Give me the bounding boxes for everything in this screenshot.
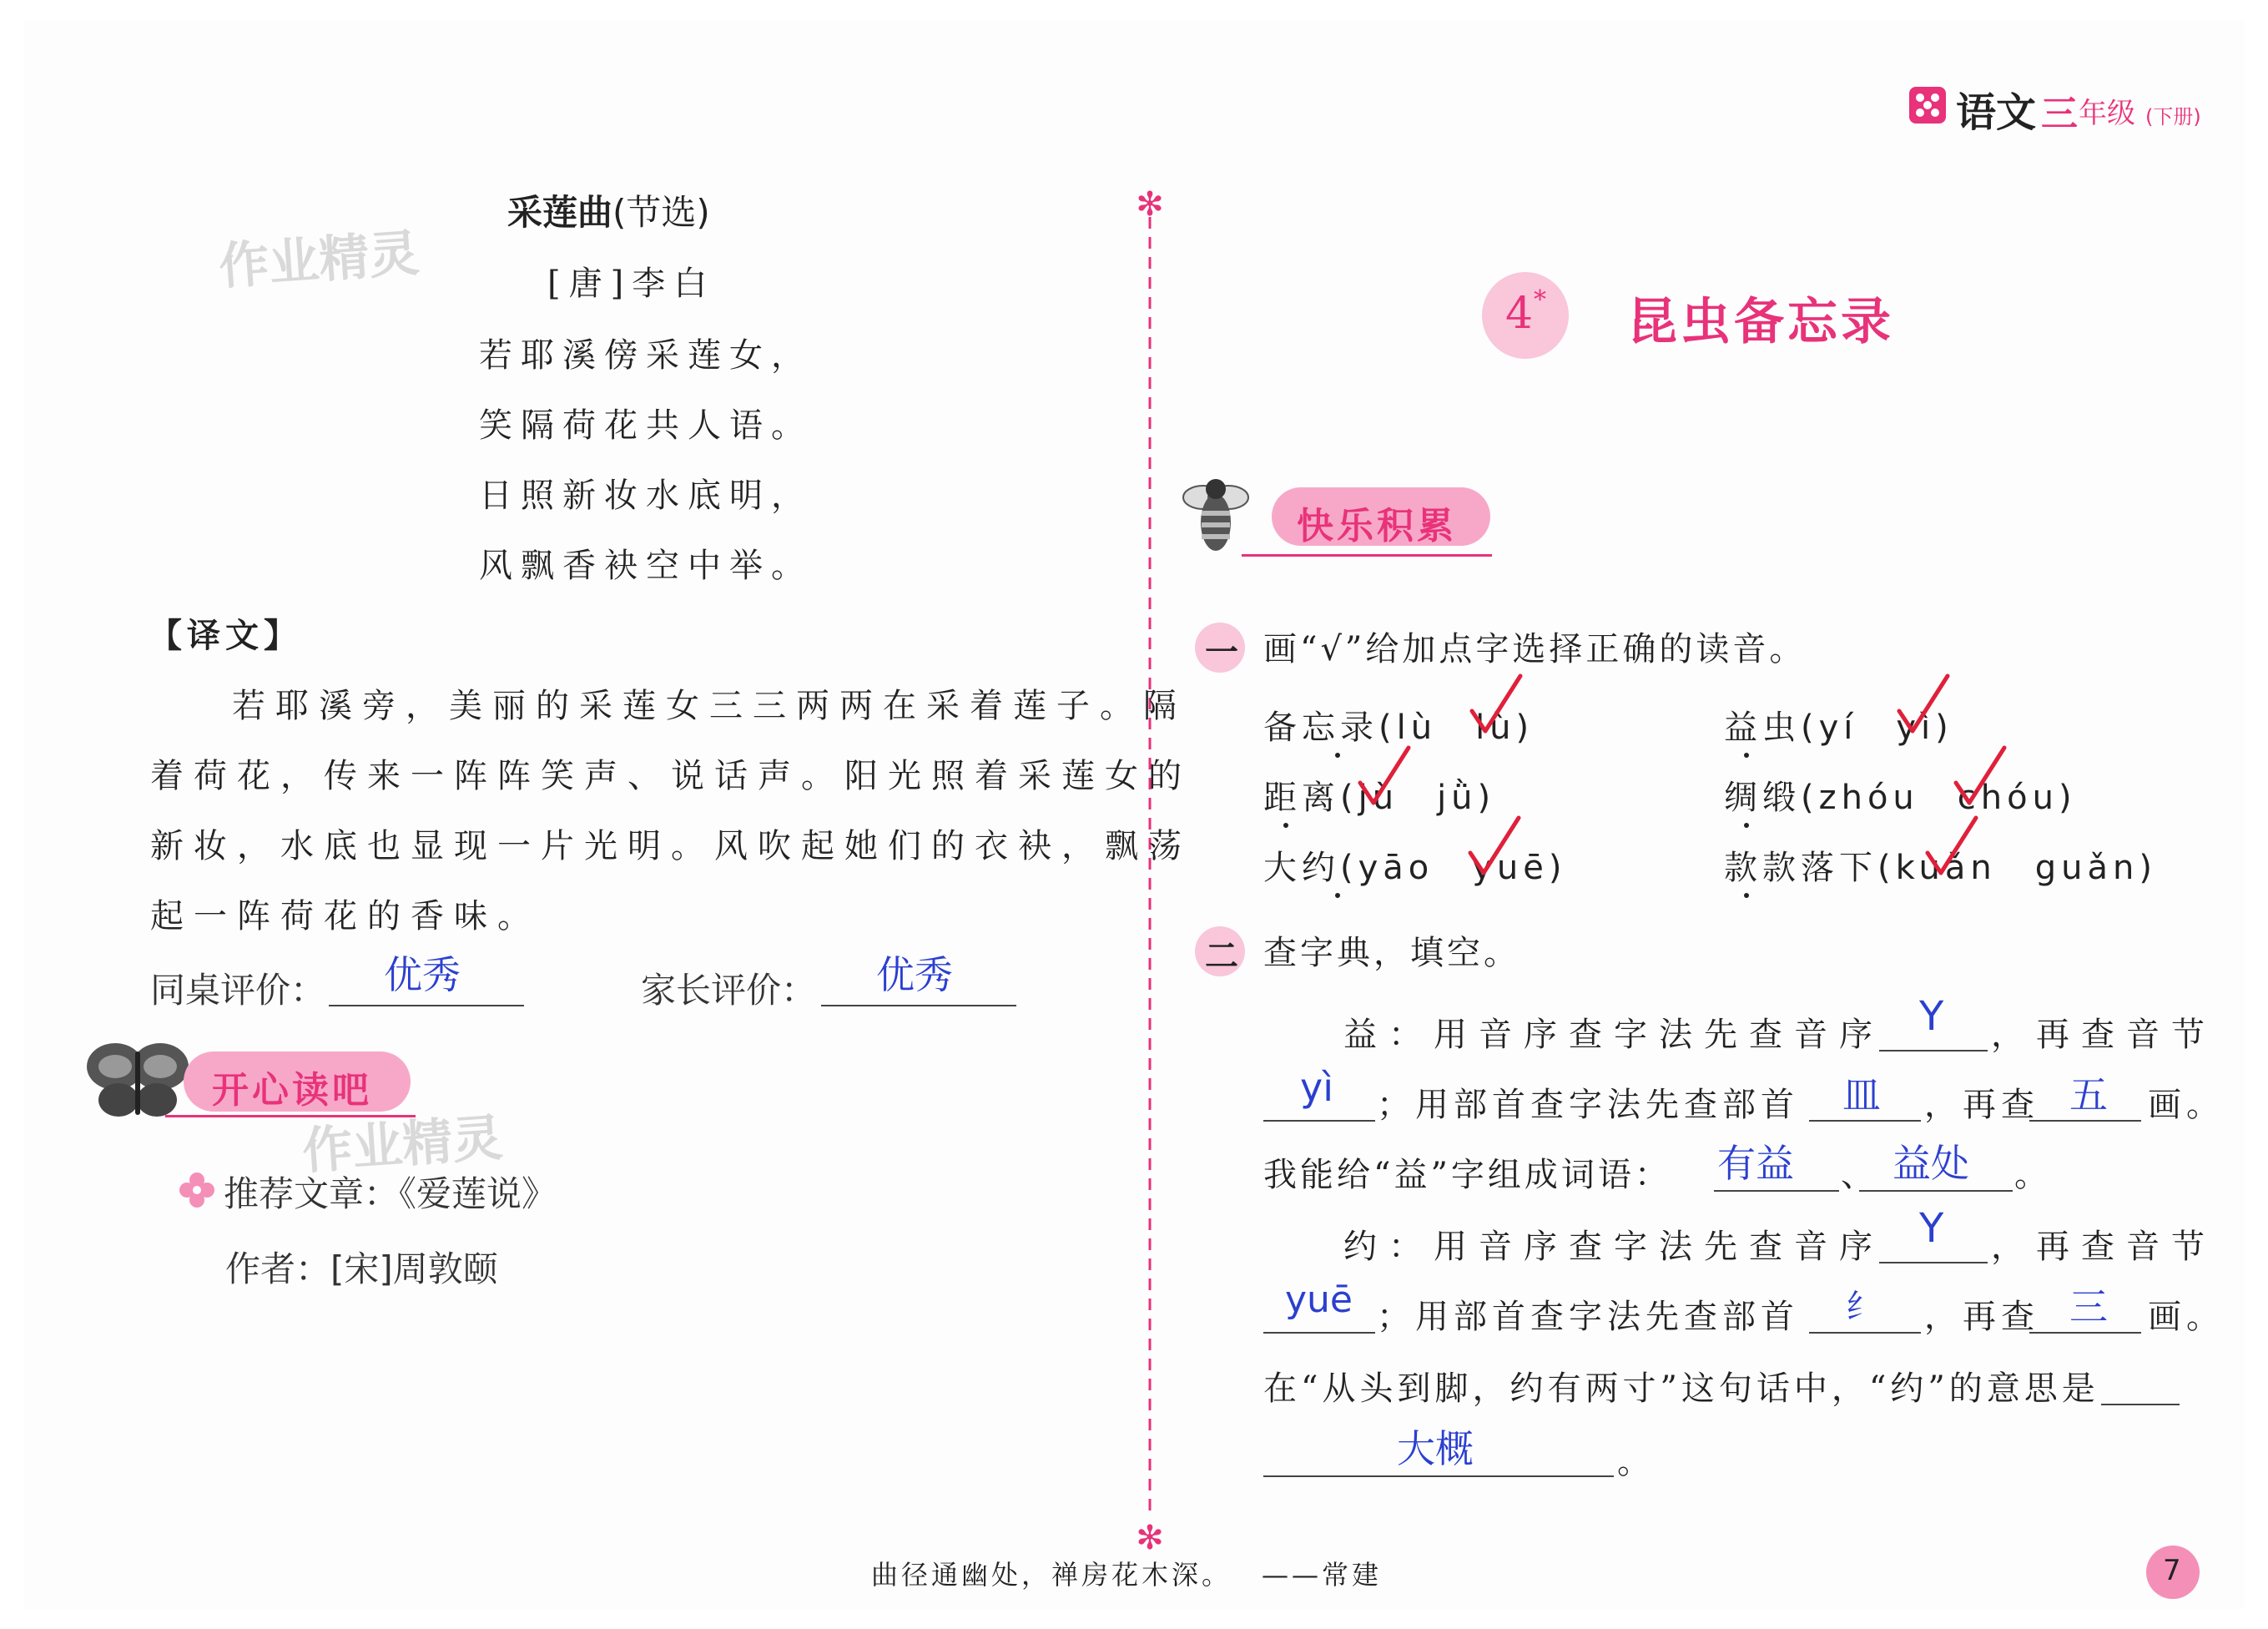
desk-eval-label: 同桌评价： xyxy=(150,970,326,1011)
parent-eval-blank[interactable] xyxy=(821,1005,1016,1006)
watermark-bottom: 作业精灵 xyxy=(300,1108,505,1182)
q1-item-4-word: 绸缎 xyxy=(1724,779,1801,817)
poem-line-2: 笑隔荷花共人语。 xyxy=(479,406,813,445)
translation-line-1: 若耶溪旁，美丽的采莲女三三两两在采着莲子。隔 xyxy=(232,687,1187,725)
translation-line-2: 着荷花，传来一阵阵笑声、说话声。阳光照着采莲女的 xyxy=(150,757,1192,795)
header-subject: 语文 xyxy=(1956,89,2037,136)
emphasis-dot xyxy=(1335,753,1340,758)
yi-line2-end: 画。 xyxy=(2148,1086,2225,1124)
page-number-circle xyxy=(2146,1546,2200,1599)
yi-line3-end: 。 xyxy=(2014,1156,2058,1194)
q1-item-5-options: (yāo yuē) xyxy=(1340,849,1567,887)
yi-yinxu-blank[interactable] xyxy=(1879,1050,1988,1052)
yue-meaning-answer: 大概 xyxy=(1397,1426,1474,1471)
poem-title-main: 采莲曲 xyxy=(507,192,613,233)
q1-item-5-word: 大约 xyxy=(1263,849,1340,887)
bee-icon xyxy=(1178,467,1253,559)
yi-word2-answer: 益处 xyxy=(1893,1141,1969,1186)
yi-word1-answer: 有益 xyxy=(1717,1141,1794,1186)
poem-author: [唐]李白 xyxy=(547,265,716,303)
yi-bushou-blank[interactable] xyxy=(1809,1120,1921,1122)
translation-label: 【译文】 xyxy=(149,616,302,655)
yue-bushou-blank[interactable] xyxy=(1809,1332,1921,1334)
section-badge-label: 快乐积累 xyxy=(1297,505,1457,547)
yue-line2-mid2: ，再查 xyxy=(1924,1298,2039,1336)
reading-author: 作者：[宋]周敦颐 xyxy=(225,1248,498,1289)
reading-badge-label: 开心读吧 xyxy=(212,1069,372,1112)
yi-line3: 我能给“益”字组成词语： xyxy=(1263,1156,1671,1194)
yue-yinjie-blank[interactable] xyxy=(1263,1332,1375,1334)
q2-number-label: 二 xyxy=(1205,936,1238,976)
q1-item-1-word: 备忘录 xyxy=(1263,709,1378,747)
q1-item-6-word: 款款落下 xyxy=(1724,849,1877,887)
watermark-top: 作业精灵 xyxy=(217,224,421,297)
checkmark-icon xyxy=(1465,813,1524,880)
poem-line-1: 若耶溪傍采莲女， xyxy=(479,336,813,375)
q2-prompt: 查字典，填空。 xyxy=(1263,934,1520,972)
lesson-number-circle xyxy=(1482,272,1569,359)
q1-prompt: 画“√”给加点字选择正确的读音。 xyxy=(1263,630,1807,668)
header-grade: 三 xyxy=(2041,93,2078,135)
yi-line2-mid: ；用部首查字法先查部首 xyxy=(1377,1086,1799,1124)
checkmark-icon xyxy=(1951,743,2009,809)
poem-line-3: 日照新妆水底明， xyxy=(479,477,813,515)
q1-item-2-options: (yí yì) xyxy=(1801,709,1953,747)
yue-line2-mid: ；用部首查字法先查部首 xyxy=(1377,1298,1799,1336)
yue-bushou-answer: 纟 xyxy=(1846,1288,1879,1326)
section-badge xyxy=(1272,487,1490,546)
lesson-title: 昆虫备忘录 xyxy=(1627,293,1894,351)
svg-text:✻: ✻ xyxy=(1136,185,1164,224)
yue-yinxu-blank[interactable] xyxy=(1879,1262,1988,1263)
flower-icon xyxy=(179,1172,215,1208)
yi-word1-blank[interactable] xyxy=(1714,1190,1839,1192)
yue-yinxu-answer: Y xyxy=(1919,1205,1944,1252)
q1-item-1-options: (lù lù) xyxy=(1378,709,1535,747)
brand-logo-icon xyxy=(1908,85,1948,125)
yi-yinjie-answer: yì xyxy=(1300,1065,1334,1110)
q1-item-2-word: 益虫 xyxy=(1724,709,1801,747)
poem-title xyxy=(507,185,710,235)
yue-meaning-blank[interactable] xyxy=(1263,1475,1614,1477)
page-number: 7 xyxy=(2163,1554,2181,1587)
checkmark-icon xyxy=(1923,813,1981,880)
yue-line2-end: 画。 xyxy=(2148,1298,2225,1336)
parent-eval-label: 家长评价： xyxy=(641,970,817,1011)
yi-line1: 益：用音序查字法先查音序 xyxy=(1343,1016,1884,1054)
q1-number-label: 一 xyxy=(1205,633,1238,672)
footer-quote: 曲径通幽处，禅房花木深。 xyxy=(871,1559,1232,1591)
emphasis-dot xyxy=(1335,893,1340,898)
header-volume: (下册) xyxy=(2145,105,2201,129)
checkmark-icon xyxy=(1467,671,1525,738)
lesson-star: * xyxy=(1534,285,1546,315)
yi-yinxu-answer: Y xyxy=(1919,993,1944,1040)
q1-number xyxy=(1195,623,1245,673)
checkmark-icon xyxy=(1894,671,1953,738)
yi-sep: 、 xyxy=(1841,1156,1884,1194)
desk-eval-blank[interactable] xyxy=(329,1005,524,1006)
section-badge-underline xyxy=(1242,554,1492,557)
svg-text:✻: ✻ xyxy=(1136,1519,1164,1552)
emphasis-dot xyxy=(1744,823,1749,828)
footer-attribution: ——常建 xyxy=(1262,1559,1383,1591)
lesson-number: 4 xyxy=(1505,289,1534,339)
yi-huashu-answer: 五 xyxy=(2069,1072,2108,1117)
yi-bushou-answer: 皿 xyxy=(1842,1072,1881,1117)
desk-eval-answer: 优秀 xyxy=(384,952,461,997)
yi-huashu-blank[interactable] xyxy=(2029,1120,2141,1122)
q1-item-4 xyxy=(1724,771,2077,819)
emphasis-dot xyxy=(1744,753,1749,758)
poem-title-note: (节选) xyxy=(612,192,710,233)
q1-item-3-word: 距离 xyxy=(1263,779,1340,817)
yue-yinjie-answer: yuē xyxy=(1285,1278,1353,1321)
emphasis-dot xyxy=(1283,823,1288,828)
emphasis-dot xyxy=(1744,893,1749,898)
checkmark-icon xyxy=(1355,743,1414,809)
yue-huashu-answer: 三 xyxy=(2069,1284,2108,1329)
reading-recommend: 推荐文章：《爱莲说》 xyxy=(224,1173,557,1214)
translation-line-3: 新妆，水底也显现一片光明。风吹起她们的衣袂，飘荡 xyxy=(150,827,1192,865)
yue-line3: 在“从头到脚，约有两寸”这句话中，“约”的意思是 xyxy=(1263,1369,2099,1408)
translation-line-4: 起一阵荷花的香味。 xyxy=(150,897,541,936)
q1-item-6-options: (kuǎn guǎn) xyxy=(1877,849,2157,887)
yi-line2-mid2: ，再查 xyxy=(1924,1086,2039,1124)
yue-line4-end: 。 xyxy=(1617,1443,1661,1481)
reading-badge xyxy=(184,1052,411,1112)
butterfly-icon xyxy=(83,1040,192,1123)
yi-word2-blank[interactable] xyxy=(1859,1190,2013,1192)
workbook-page xyxy=(23,20,2245,1609)
q1-item-4-options: (zhóu chóu) xyxy=(1801,779,2077,817)
center-divider xyxy=(1133,184,1167,1552)
yi-line1-end: ，再查音节 xyxy=(1991,1016,2216,1054)
header-grade-suffix: 年级 xyxy=(2079,97,2135,130)
poem-line-4: 风飘香袂空中举。 xyxy=(479,547,813,585)
q1-item-3-options: (jù jǜ) xyxy=(1340,779,1496,817)
yue-huashu-blank[interactable] xyxy=(2029,1332,2141,1334)
yue-line1: 约：用音序查字法先查音序 xyxy=(1343,1228,1884,1266)
yue-line1-end: ，再查音节 xyxy=(1991,1228,2216,1266)
q2-number xyxy=(1195,926,1245,976)
parent-eval-answer: 优秀 xyxy=(876,952,953,997)
yi-yinjie-blank[interactable] xyxy=(1263,1120,1375,1122)
yue-meaning-blank-end[interactable] xyxy=(2101,1404,2180,1405)
